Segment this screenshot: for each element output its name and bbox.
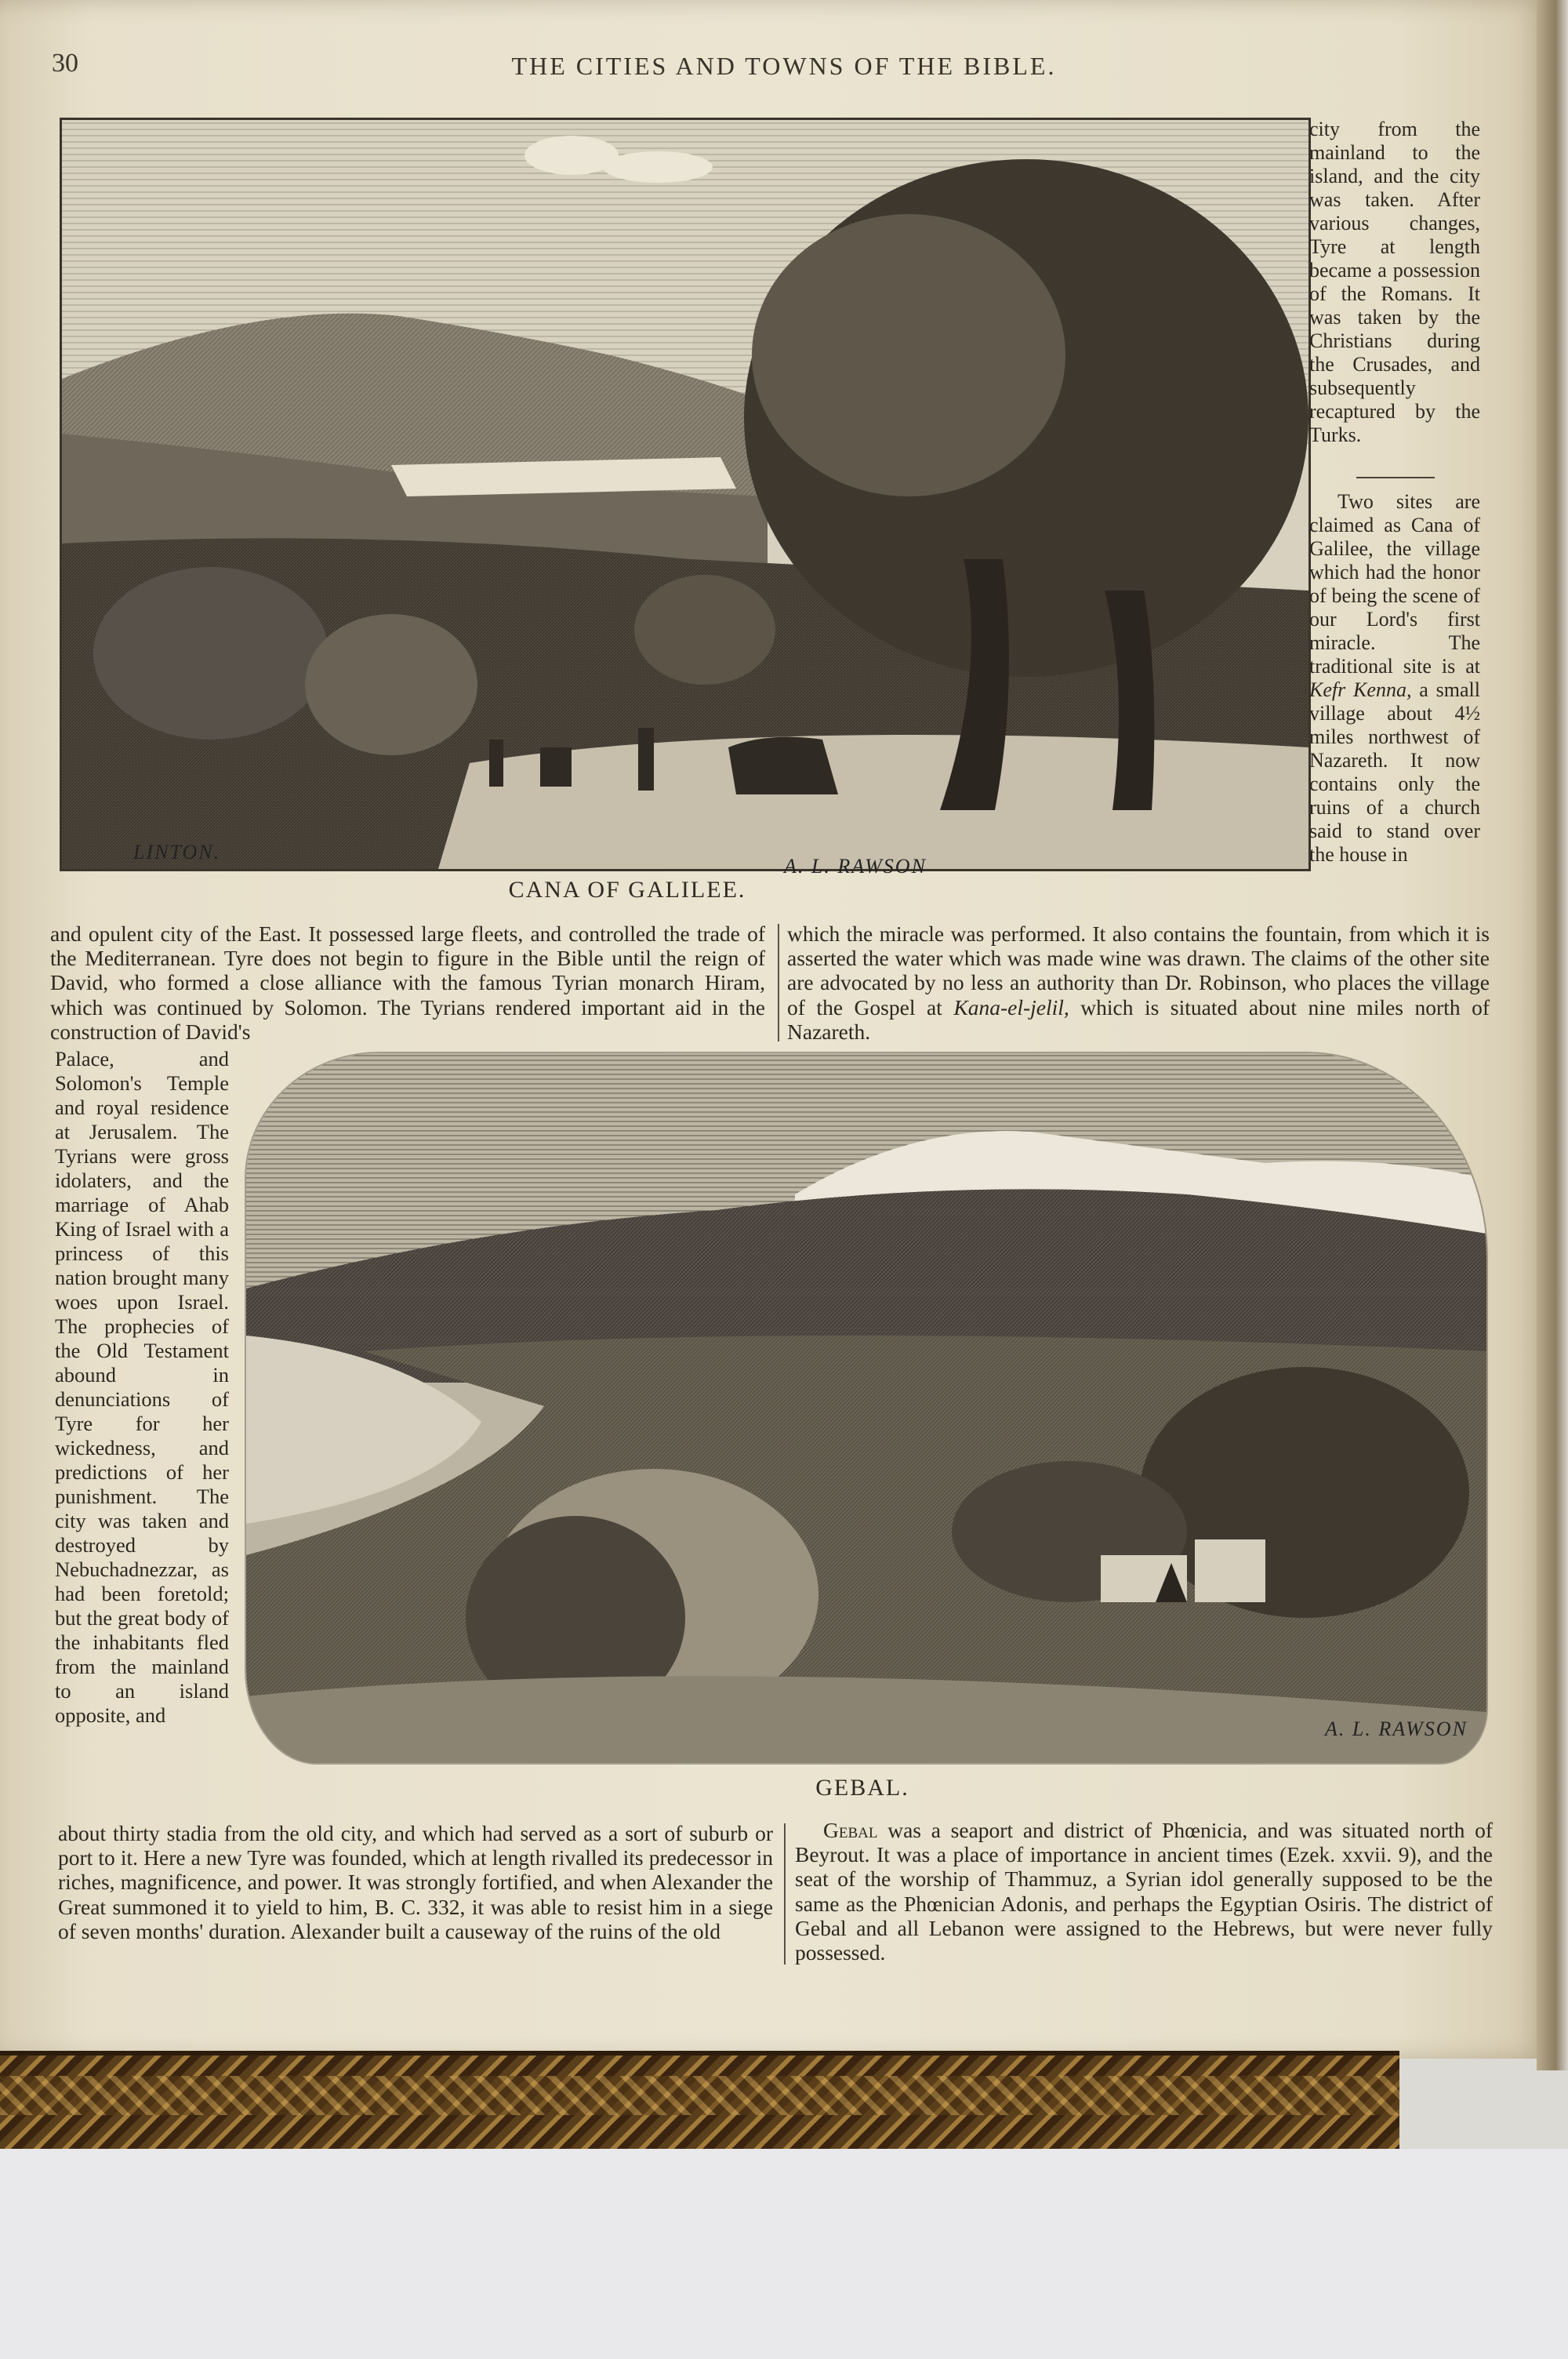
background-surface — [0, 2149, 1568, 2359]
gebal-artist-signature: A. L. RAWSON — [1325, 1717, 1468, 1740]
cana-paragraph — [1309, 490, 1480, 867]
tyre-history-paragraph: and opulent city of the East. It possessed large fleets, and controlled the trade of the Mediterranean. Tyre does not begin to figure in the Bible until the reign of David, who formed a close alliance with the famous Tyrian monarch Hiram, which was continued by Solomon. The Tyrians rendered important aid in the construction of David's — [50, 921, 765, 1044]
column-rule-top — [778, 924, 779, 1041]
page-edge — [1537, 0, 1568, 2070]
cana-continuation-tail: which is situated about nine miles north of Nazareth. — [787, 994, 1490, 1044]
book-cover-binding — [0, 2051, 1399, 2157]
running-head: THE CITIES AND TOWNS OF THE BIBLE. — [511, 52, 1057, 80]
right-column-text — [1309, 118, 1480, 447]
cana-continuation-lead: which the miracle was performed. It also contains the fountain, from which it is asserted the water which was made wine was drawn. The claims of the other site are advocated by no less an authority than Dr. Robinson, who places the village of the Gospel at — [787, 921, 1490, 1020]
bottom-right-column — [795, 1818, 1493, 1965]
column-rule-bottom — [784, 1823, 786, 1965]
gebal-landscape-illustration — [246, 1053, 1486, 1763]
tyre-prophecy-paragraph: Palace, and Solomon's Temple and royal residence at Jerusalem. The Tyrians were gross idolaters, and the marriage of Ahab King of Israel with a princess of this nation brought many woes upon Israel. The prophecies of the Old Testament abound in denunciations of Tyre for her wickedness, and predictions of her punishment. The city was taken and destroyed by Nebuchadnezzar, as had been foretold; but the great body of the inhabitants fled from the mainland to an island opposite, and — [55, 1047, 229, 1727]
bottom-left-column — [58, 1821, 773, 1943]
new-tyre-paragraph: about thirty stadia from the old city, and which had served as a sort of suburb or port to it. Here a new Tyre was founded, which at length rivalled its predecessor in riches, magnificence, and power. It was strongly fortified, and when Alexander the Great summoned it to yield to him, B. C. 332, it was able to resist him in a siege of seven months' duration. Alexander built a causeway of the ruins of the old — [58, 1821, 773, 1943]
page-number: 30 — [52, 49, 78, 78]
place-name-kefr-kenna: Kefr Kenna, — [1309, 678, 1412, 701]
tyre-text-column-left — [50, 921, 765, 1044]
artist-signature-linton: LINTON. — [133, 841, 221, 863]
section-divider — [1356, 477, 1435, 478]
place-name-kana-el-jelil: Kana-el-jelil, — [953, 994, 1069, 1020]
tyre-continuation-paragraph: city from the mainland to the island, and the city was taken. After various changes, Tyre at length became a possession of the Romans. It was taken by the Christians during the Crusades, and subsequently recaptured by the Turks. — [1309, 118, 1480, 446]
cana-paragraph-lead: Two sites are claimed as Cana of Galilee, the village which had the honor of being the scene of our Lord's first miracle. The traditional site is at — [1309, 490, 1480, 678]
gebal-paragraph: was a seaport and district of Phœnicia, and was situated north of Beyrout. It was a place of importance in ancient times (Ezek. xxvii. 9), and the seat of the worship of Thammuz, a Syrian idol generally supposed to be the same as the Phœnician Adonis, and perhaps the Egyptian Osiris. The district of Gebal and all Lebanon were assigned to the Hebrews, but were never fully possessed. — [795, 1818, 1493, 1965]
cana-engraving — [60, 118, 1311, 871]
cana-caption: CANA OF GALILEE. — [508, 877, 746, 903]
gebal-engraving — [246, 1053, 1486, 1763]
artist-signature-rawson: A. L. RAWSON — [784, 855, 927, 878]
cana-paragraph-tail: a small village about 4½ miles northwest of Nazareth. It now contains only the ruins of a church said to stand over the house in — [1309, 678, 1480, 866]
narrow-left-column — [55, 1047, 229, 1728]
gebal-caption: GEBAL. — [815, 1775, 909, 1801]
cana-text-column-right — [787, 921, 1490, 1044]
cana-landscape-illustration — [62, 120, 1308, 869]
gebal-heading-word: Gebal — [823, 1818, 878, 1842]
